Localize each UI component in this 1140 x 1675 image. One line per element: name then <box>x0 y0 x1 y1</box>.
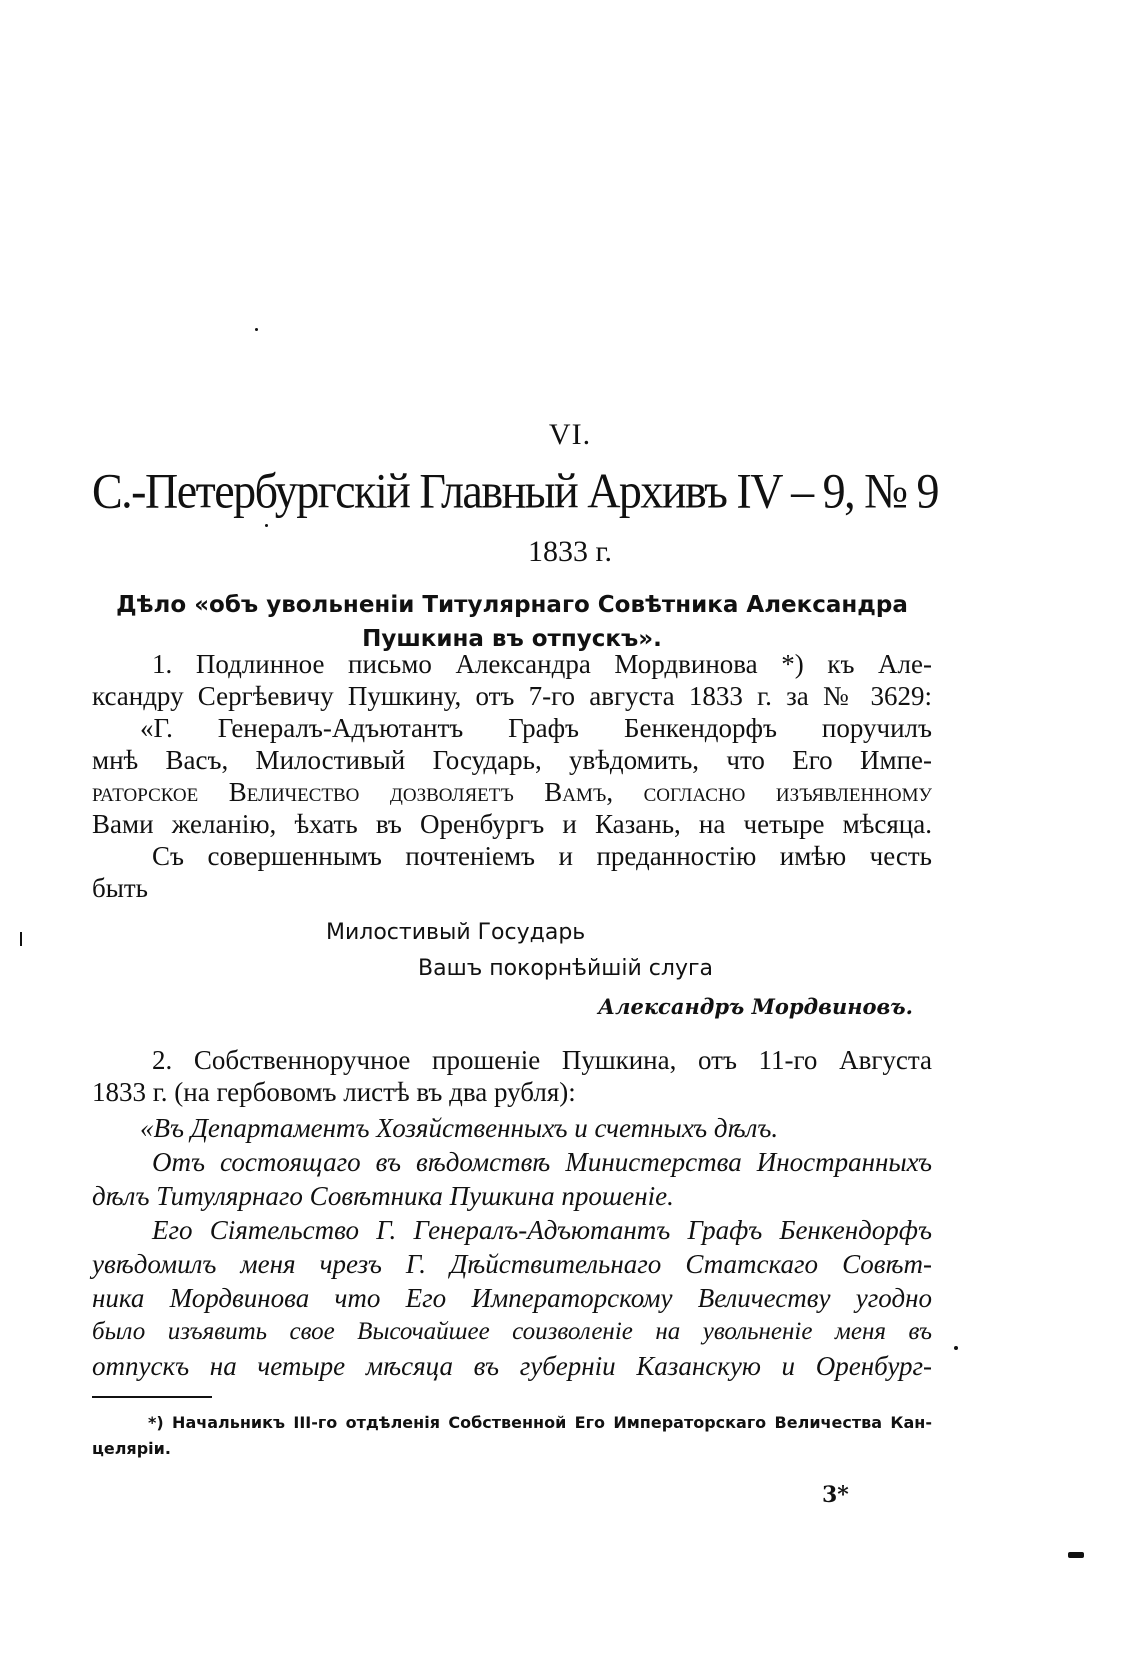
letter-signature: Александръ Мордвиновъ. <box>598 994 913 1019</box>
text-line: Съ совершеннымъ почтеніемъ и преданностію имѣю честь <box>152 841 932 871</box>
archive-title: С.-Петербургскій Главный Архивъ IV – 9, № 9 <box>92 463 938 519</box>
section-number: VI. <box>548 418 592 451</box>
letter-salutation: Милостивый Государь <box>326 920 586 945</box>
text-line: быть <box>92 873 148 903</box>
scan-speck <box>954 1346 958 1350</box>
text-line: ксандру Сергѣевичу Пушкину, отъ 7-го августа 1833 г. за № 3629: <box>92 681 932 711</box>
scan-speck <box>20 932 22 946</box>
case-title-line: Пушкина въ отпускъ». <box>362 626 662 652</box>
footnote-line: *) Начальникъ III-го отдѣленія Собственной Его Императорскаго Величества Кан- <box>148 1413 932 1432</box>
italic-line: было изъявить свое Высочайшее соизволеніе на увольненіе меня въ <box>92 1318 932 1345</box>
italic-line: дѣлъ Титулярнаго Совѣтника Пушкина прошеніе. <box>92 1181 674 1211</box>
case-title-line: Дѣло «объ увольненіи Титулярнаго Совѣтника Александра <box>116 592 908 618</box>
letter-closing: Вашъ покорнѣйшій слуга <box>418 956 714 981</box>
italic-line: Его Сіятельство Г. Генералъ-Адъютантъ Графъ Бенкендорфъ <box>152 1215 932 1245</box>
text-line: Вами желанію, ѣхать въ Оренбургъ и Казань, на четыре мѣсяца. <box>92 809 932 839</box>
text-line: «Г. Генералъ-Адъютантъ Графъ Бенкендорфъ поручилъ <box>140 713 932 743</box>
year-heading: 1833 г. <box>528 535 612 568</box>
italic-line: Отъ состоящаго въ вѣдомствѣ Министерства Иностранныхъ <box>152 1147 932 1177</box>
footnote-rule <box>92 1396 212 1398</box>
scan-speck <box>265 524 268 527</box>
italic-line: увѣдомилъ меня чрезъ Г. Дѣйствительнаго Статскаго Совѣт- <box>92 1249 932 1279</box>
text-line: 1833 г. (на гербовомъ листѣ въ два рубля): <box>92 1077 576 1107</box>
italic-line: ника Мордвинова что Его Императорскому Величеству угодно <box>92 1283 932 1313</box>
italic-line: отпускъ на четыре мѣсяца въ губерніи Казанскую и Оренбург- <box>92 1351 932 1381</box>
page-mark: 3* <box>822 1482 849 1508</box>
text-line: мнѣ Васъ, Милостивый Государь, увѣдомить, что Его Импе- <box>92 745 932 775</box>
scan-speck <box>1068 1552 1084 1558</box>
text-line: 1. Подлинное письмо Александра Мордвинова *) къ Але- <box>152 649 932 679</box>
text-line: 2. Собственноручное прошеніе Пушкина, отъ 11-го Августа <box>152 1045 932 1075</box>
text-line: раторское Величество дозволяетъ Вамъ, согласно изъявленному <box>92 777 932 807</box>
footnote-line: целяріи. <box>92 1439 171 1458</box>
italic-line: «Въ Департаментъ Хозяйственныхъ и счетныхъ дѣлъ. <box>140 1113 779 1143</box>
case-title <box>92 588 932 656</box>
scan-speck <box>255 328 258 331</box>
